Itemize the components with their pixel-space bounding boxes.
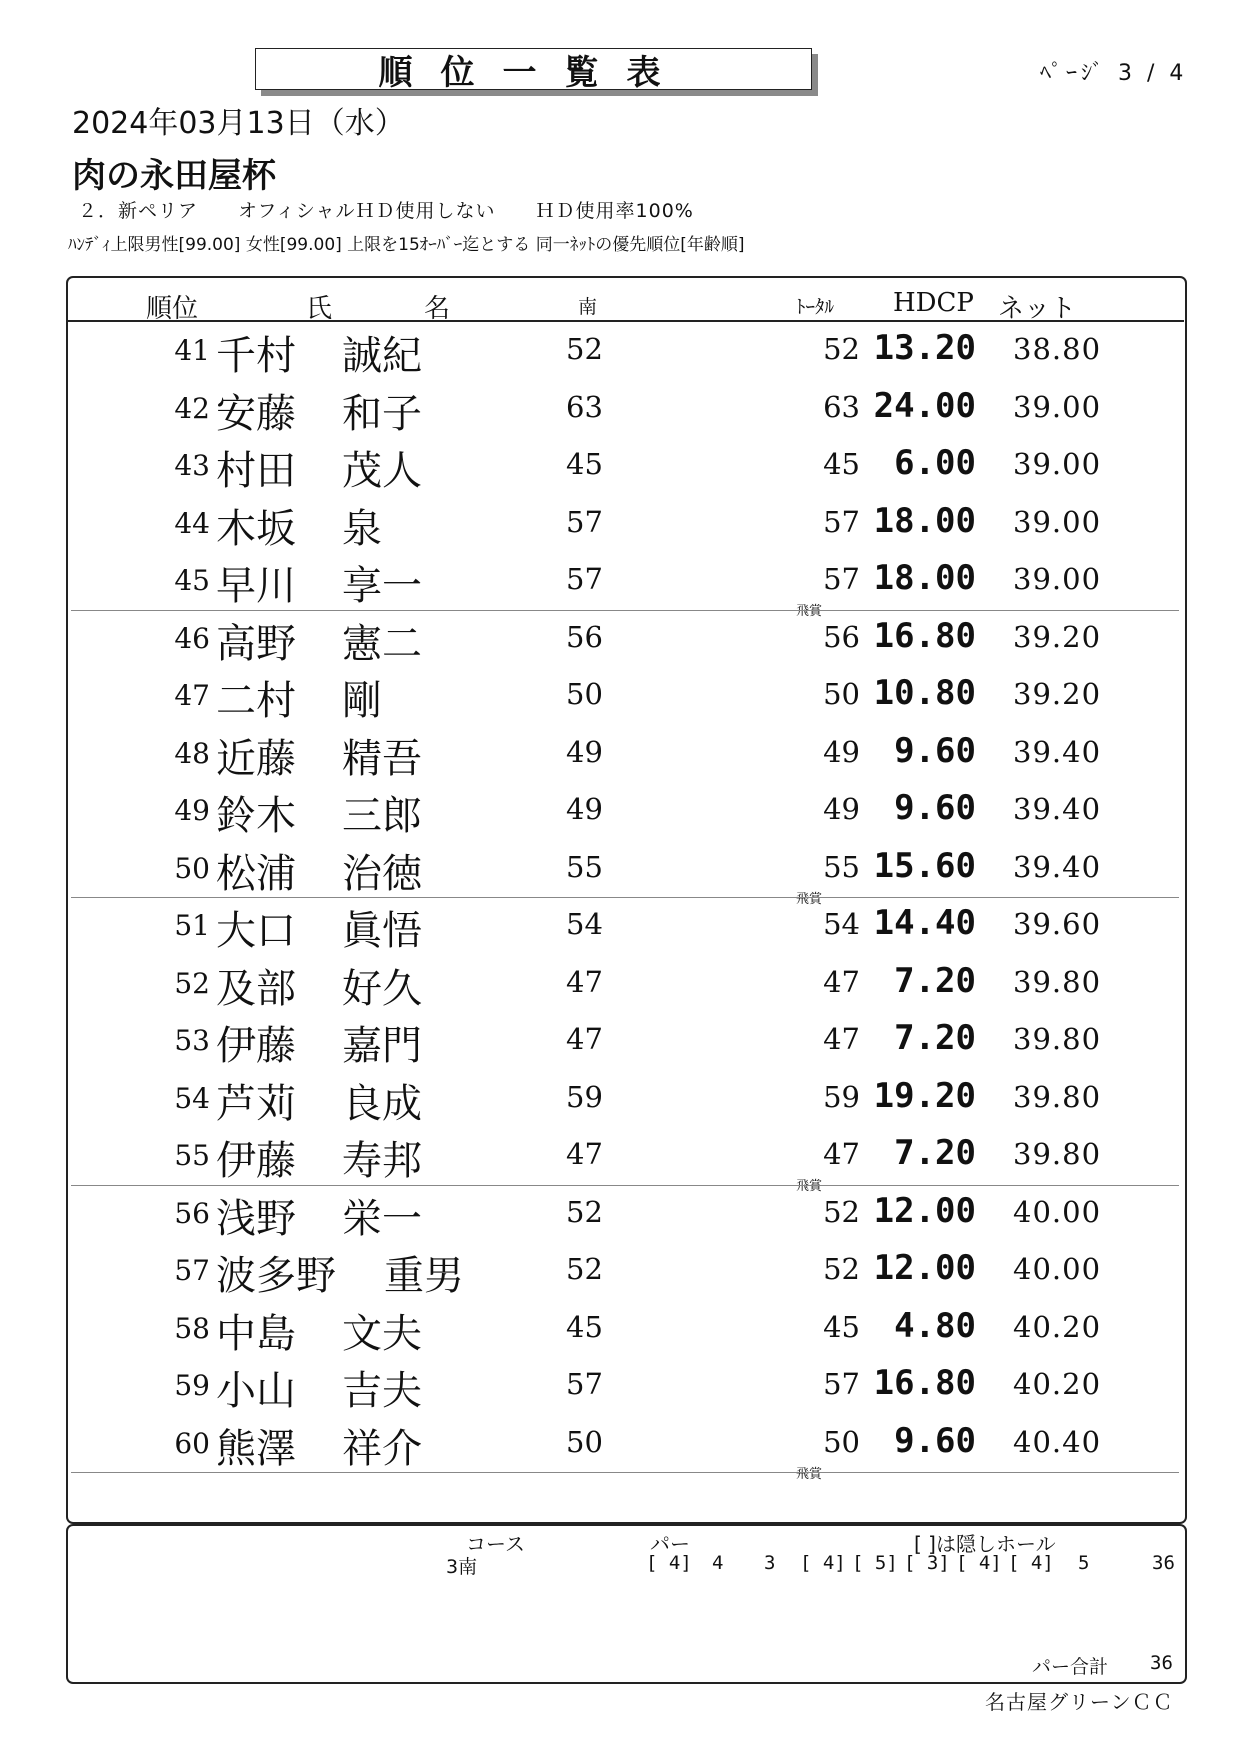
- hdcp-cell: 14.40: [873, 903, 976, 943]
- rank-cell: 44: [174, 506, 210, 540]
- total-score-cell: 56: [823, 619, 860, 654]
- column-header-name-family: 氏: [306, 294, 333, 324]
- given-name-cell: 栄一: [342, 1195, 422, 1242]
- rank-cell: 56: [174, 1196, 210, 1230]
- total-score-cell: 47: [823, 964, 860, 999]
- south-score-cell: 54: [566, 907, 603, 941]
- family-name-cell: 二村: [216, 678, 296, 724]
- family-name-cell: 早川: [216, 563, 296, 609]
- given-name-cell: 誠紀: [342, 333, 422, 379]
- rank-cell: 60: [174, 1426, 210, 1460]
- rank-cell: 53: [174, 1024, 210, 1057]
- rank-cell: 58: [174, 1311, 210, 1345]
- hdcp-cell: 7.20: [894, 960, 976, 1001]
- family-name-cell: 小山: [216, 1368, 296, 1414]
- table-row: [0, 378, 1241, 436]
- hdcp-cell: 15.60: [873, 845, 976, 886]
- family-name-cell: 中島: [216, 1310, 296, 1357]
- total-score-cell: 55: [823, 849, 860, 884]
- family-name-cell: 浅野: [216, 1195, 296, 1242]
- total-score-cell: 57: [823, 562, 860, 596]
- family-name-cell: 木坂: [216, 505, 296, 552]
- total-score-cell: 45: [823, 447, 860, 481]
- hdcp-cell: 12.00: [873, 1190, 976, 1231]
- south-score-cell: 45: [566, 447, 603, 481]
- south-score-cell: 57: [566, 504, 603, 539]
- course-par-total: 36: [1152, 1552, 1175, 1574]
- given-name-cell: 吉夫: [342, 1368, 422, 1414]
- rank-cell: 59: [174, 1369, 210, 1402]
- hdcp-cell: 19.20: [873, 1075, 976, 1116]
- award-mark: 飛賞: [796, 891, 823, 907]
- south-score-cell: 47: [566, 964, 603, 999]
- hdcp-cell: 16.80: [873, 1363, 976, 1403]
- total-score-cell: 52: [823, 1194, 860, 1229]
- net-score-cell: 39.60: [1013, 907, 1102, 941]
- hdcp-cell: 9.60: [894, 788, 976, 828]
- total-score-cell: 57: [823, 1367, 860, 1401]
- given-name-cell: 重男: [384, 1253, 464, 1299]
- award-mark: 飛賞: [796, 1179, 823, 1194]
- family-name-cell: 及部: [216, 965, 296, 1012]
- south-score-cell: 49: [566, 734, 603, 769]
- net-score-cell: 39.80: [1013, 1022, 1102, 1056]
- column-header-net: ネット: [998, 294, 1077, 324]
- column-header-total: ﾄｰﾀﾙ: [796, 296, 835, 318]
- net-score-cell: 38.80: [1013, 332, 1102, 366]
- rank-cell: 47: [174, 679, 210, 712]
- hidden-hole-note: [ ]は隠しホール: [914, 1532, 1056, 1556]
- south-score-cell: 50: [566, 1424, 603, 1459]
- given-name-cell: 嘉門: [342, 1023, 422, 1069]
- family-name-cell: 鈴木: [216, 793, 296, 839]
- net-score-cell: 40.40: [1013, 1424, 1102, 1459]
- total-score-cell: 49: [823, 734, 860, 769]
- table-row: [0, 723, 1241, 781]
- south-score-cell: 45: [566, 1309, 603, 1344]
- table-row: [0, 493, 1241, 551]
- table-row: [0, 665, 1241, 723]
- table-row: [0, 1068, 1241, 1126]
- south-score-cell: 52: [566, 1194, 603, 1229]
- family-name-cell: 波多野: [216, 1253, 336, 1299]
- table-row: [0, 1010, 1241, 1068]
- family-name-cell: 村田: [216, 448, 296, 494]
- club-name: 名古屋グリーンＣＣ: [985, 1690, 1174, 1714]
- table-row: [0, 435, 1241, 493]
- family-name-cell: 松浦: [216, 850, 296, 897]
- family-name-cell: 伊藤: [216, 1138, 296, 1184]
- total-score-cell: 45: [823, 1309, 860, 1344]
- given-name-cell: 憲二: [342, 620, 422, 667]
- column-header-rank: 順位: [146, 294, 199, 324]
- hdcp-cell: 9.60: [894, 1420, 976, 1461]
- family-name-cell: 芦苅: [216, 1080, 296, 1127]
- hdcp-cell: 13.20: [873, 328, 976, 368]
- rank-cell: 54: [174, 1081, 210, 1115]
- column-header-name-given: 名: [424, 294, 451, 324]
- net-score-cell: 39.80: [1013, 1137, 1102, 1171]
- family-name-cell: 高野: [216, 620, 296, 667]
- hdcp-cell: 18.00: [873, 500, 976, 541]
- net-score-cell: 39.40: [1013, 849, 1102, 884]
- table-row: [0, 838, 1241, 907]
- given-name-cell: 治徳: [342, 850, 422, 897]
- column-header-hdcp: HDCP: [893, 288, 974, 318]
- net-score-cell: 40.20: [1013, 1367, 1102, 1401]
- hole-par: [ 4]: [956, 1552, 1002, 1574]
- south-score-cell: 55: [566, 849, 603, 884]
- total-score-cell: 57: [823, 504, 860, 539]
- total-score-cell: 47: [823, 1022, 860, 1056]
- table-row: [0, 320, 1241, 378]
- net-score-cell: 39.00: [1013, 562, 1102, 596]
- table-row: [0, 1355, 1241, 1413]
- total-score-cell: 47: [823, 1137, 860, 1171]
- award-mark: 飛賞: [796, 1466, 823, 1482]
- given-name-cell: 好久: [342, 965, 422, 1012]
- par-label: パー: [650, 1532, 690, 1556]
- south-score-cell: 52: [566, 1252, 603, 1286]
- given-name-cell: 茂人: [342, 448, 422, 494]
- family-name-cell: 熊澤: [216, 1425, 296, 1472]
- total-score-cell: 54: [823, 907, 860, 941]
- hdcp-cell: 16.80: [873, 615, 976, 656]
- family-name-cell: 近藤: [216, 735, 296, 782]
- given-name-cell: 剛: [342, 678, 382, 724]
- hdcp-cell: 4.80: [894, 1305, 976, 1346]
- family-name-cell: 安藤: [216, 390, 296, 437]
- event-name: 肉の永田屋杯: [72, 156, 276, 196]
- total-score-cell: 52: [823, 1252, 860, 1286]
- given-name-cell: 文夫: [342, 1310, 422, 1357]
- net-score-cell: 39.40: [1013, 734, 1102, 769]
- rank-cell: 43: [174, 449, 210, 482]
- page-title: 順位一覧表: [255, 48, 812, 90]
- given-name-cell: 祥介: [342, 1425, 422, 1472]
- rank-cell: 52: [174, 966, 210, 1000]
- hdcp-cell: 7.20: [894, 1133, 976, 1173]
- table-row: [0, 1240, 1241, 1298]
- family-name-cell: 大口: [216, 908, 296, 954]
- hole-par: [ 5]: [852, 1552, 898, 1574]
- rank-cell: 48: [174, 736, 210, 770]
- net-score-cell: 39.80: [1013, 964, 1102, 999]
- total-score-cell: 50: [823, 1424, 860, 1459]
- hole-par: [ 3]: [904, 1552, 950, 1574]
- hole-par: [ 4]: [1008, 1552, 1054, 1574]
- hole-par: [ 4]: [646, 1552, 692, 1574]
- family-name-cell: 千村: [216, 333, 296, 379]
- south-score-cell: 59: [566, 1079, 603, 1114]
- net-score-cell: 39.00: [1013, 504, 1102, 539]
- hdcp-cell: 18.00: [873, 558, 976, 598]
- net-score-cell: 39.00: [1013, 447, 1102, 481]
- given-name-cell: 寿邦: [342, 1138, 422, 1184]
- given-name-cell: 眞悟: [342, 908, 422, 954]
- given-name-cell: 三郎: [342, 793, 422, 839]
- south-score-cell: 47: [566, 1022, 603, 1056]
- rank-cell: 45: [174, 564, 210, 597]
- handicap-rules: ﾊﾝﾃﾞｨ上限男性[99.00] 女性[99.00] 上限を15ｵｰﾊﾞｰ迄とする 同一ﾈｯﾄの優先順位[年齢順]: [68, 235, 745, 255]
- net-score-cell: 39.00: [1013, 389, 1102, 424]
- table-row: [0, 895, 1241, 953]
- table-row: [0, 1413, 1241, 1482]
- south-score-cell: 49: [566, 792, 603, 826]
- given-name-cell: 和子: [342, 390, 422, 437]
- rank-cell: 41: [174, 334, 210, 367]
- table-row: [0, 608, 1241, 666]
- south-score-cell: 57: [566, 1367, 603, 1401]
- table-row: [0, 1298, 1241, 1356]
- net-score-cell: 39.20: [1013, 619, 1102, 654]
- scoring-method: ２．新ペリア オフィシャルＨＤ使用しない ＨＤ使用率100%: [78, 200, 694, 222]
- par-total-label: パー合計: [1032, 1656, 1109, 1678]
- given-name-cell: 享一: [342, 563, 422, 609]
- rank-cell: 42: [174, 391, 210, 425]
- rank-cell: 55: [174, 1139, 210, 1172]
- net-score-cell: 39.80: [1013, 1079, 1102, 1114]
- rank-cell: 49: [174, 794, 210, 827]
- table-row: [0, 550, 1241, 619]
- given-name-cell: 精吾: [342, 735, 422, 782]
- total-score-cell: 63: [823, 389, 860, 424]
- rank-cell: 51: [174, 909, 210, 942]
- net-score-cell: 40.20: [1013, 1309, 1102, 1344]
- hdcp-cell: 10.80: [873, 673, 976, 713]
- total-score-cell: 59: [823, 1079, 860, 1114]
- hdcp-cell: 9.60: [894, 730, 976, 771]
- table-row: [0, 953, 1241, 1011]
- hdcp-cell: 6.00: [894, 443, 976, 483]
- table-row: [0, 1125, 1241, 1194]
- family-name-cell: 伊藤: [216, 1023, 296, 1069]
- south-score-cell: 57: [566, 562, 603, 596]
- net-score-cell: 39.40: [1013, 792, 1102, 826]
- rank-cell: 46: [174, 621, 210, 655]
- total-score-cell: 52: [823, 332, 860, 366]
- hdcp-cell: 7.20: [894, 1018, 976, 1058]
- column-header-south: 南: [578, 296, 598, 318]
- given-name-cell: 泉: [342, 505, 382, 552]
- hole-par: 3: [764, 1552, 776, 1574]
- course-name: 3南: [446, 1556, 478, 1578]
- event-date: 2024年03月13日（水）: [72, 106, 405, 141]
- hole-par: [ 4]: [800, 1552, 846, 1574]
- south-score-cell: 63: [566, 389, 603, 424]
- total-score-cell: 50: [823, 677, 860, 711]
- rank-cell: 57: [174, 1254, 210, 1287]
- table-row: [0, 1183, 1241, 1241]
- hdcp-cell: 24.00: [873, 385, 976, 426]
- total-score-cell: 49: [823, 792, 860, 826]
- hole-par: 4: [712, 1552, 724, 1574]
- table-row: [0, 780, 1241, 838]
- net-score-cell: 39.20: [1013, 677, 1102, 711]
- course-label: コース: [466, 1532, 525, 1556]
- south-score-cell: 56: [566, 619, 603, 654]
- south-score-cell: 50: [566, 677, 603, 711]
- given-name-cell: 良成: [342, 1080, 422, 1127]
- page-number: ﾍﾟｰｼﾞ 3 / 4: [1040, 61, 1188, 86]
- net-score-cell: 40.00: [1013, 1252, 1102, 1286]
- hdcp-cell: 12.00: [873, 1248, 976, 1288]
- rank-cell: 50: [174, 851, 210, 885]
- hole-par: 5: [1078, 1552, 1090, 1574]
- par-total-value: 36: [1150, 1652, 1173, 1674]
- net-score-cell: 40.00: [1013, 1194, 1102, 1229]
- group-divider: [71, 1472, 1179, 1473]
- south-score-cell: 47: [566, 1137, 603, 1171]
- award-mark: 飛賞: [796, 604, 823, 619]
- south-score-cell: 52: [566, 332, 603, 366]
